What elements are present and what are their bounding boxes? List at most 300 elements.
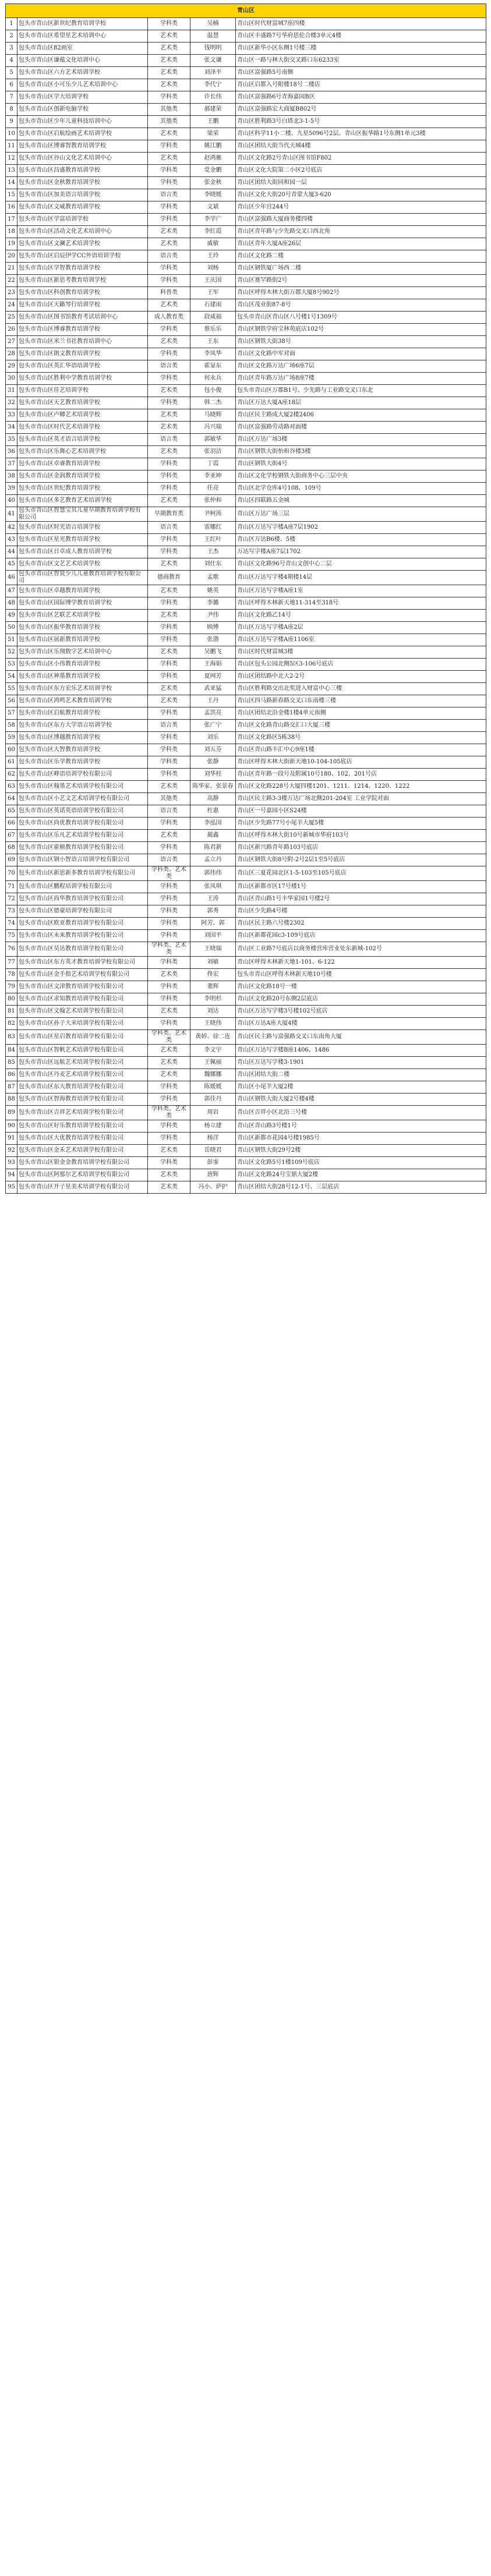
cell-number: 52 xyxy=(6,646,17,659)
cell-category: 学科类 xyxy=(148,893,190,905)
table-row xyxy=(6,470,486,483)
cell-institution-name: 包头市青山区博越教育培训学校 xyxy=(17,732,148,744)
cell-number: 34 xyxy=(6,422,17,434)
cell-contact-person: 孟洪亮 xyxy=(190,707,236,720)
cell-category: 学科类 xyxy=(148,275,190,287)
cell-number: 67 xyxy=(6,830,17,842)
institution-table xyxy=(5,3,486,1194)
cell-address: 青山区万达写字楼A座1106室 xyxy=(236,634,486,646)
cell-category: 艺术类 xyxy=(148,585,190,597)
table-row xyxy=(6,153,486,165)
cell-category: 学科类 xyxy=(148,622,190,634)
cell-category: 学科类 xyxy=(148,671,190,683)
cell-address: 青山区新兴路青年路103号底店 xyxy=(236,842,486,854)
cell-category: 德商教育 xyxy=(148,571,190,585)
cell-category: 学科类 xyxy=(148,397,190,409)
cell-address: 青山区富强路劳动路对面楼 xyxy=(236,422,486,434)
cell-address: 青山区钢铁大街29号2楼 xyxy=(236,1145,486,1157)
cell-contact-person: 王鹏 xyxy=(190,116,236,128)
cell-number: 85 xyxy=(6,1057,17,1069)
cell-category: 学科类 xyxy=(148,769,190,781)
table-row xyxy=(6,805,486,818)
cell-number: 53 xyxy=(6,659,17,671)
cell-address: 青山区青年大厦A座26层 xyxy=(236,238,486,250)
cell-contact-person: 周岩 xyxy=(190,1106,236,1120)
cell-institution-name: 包头市青山区卓越教育培训学校 xyxy=(17,585,148,597)
cell-address: 青山区富强路6号青海嘉园B区 xyxy=(236,91,486,104)
cell-institution-name: 包头市青山区启航教育培训学校 xyxy=(17,707,148,720)
cell-category: 学科类 xyxy=(148,732,190,744)
cell-contact-person: 钱明明 xyxy=(190,43,236,55)
table-row xyxy=(6,312,486,324)
table-row xyxy=(6,610,486,622)
cell-number: 58 xyxy=(6,720,17,732)
cell-category: 学科类 xyxy=(148,744,190,756)
table-row xyxy=(6,336,486,348)
cell-address: 青山区北学仓库4号108、109号 xyxy=(236,483,486,495)
cell-institution-name: 包头市青山区谷山文化艺术培训中心 xyxy=(17,153,148,165)
cell-number: 39 xyxy=(6,483,17,495)
cell-institution-name: 包头市青山区文翰艺术培训学校有限公司 xyxy=(17,1006,148,1018)
cell-address: 青山区富强路宏大商厦B802号 xyxy=(236,104,486,116)
cell-category: 学科类 xyxy=(148,1133,190,1145)
cell-contact-person: 孟立丹 xyxy=(190,854,236,866)
cell-number: 24 xyxy=(6,299,17,312)
cell-number: 15 xyxy=(6,189,17,201)
cell-institution-name: 包头市青山区文威教育培训学校 xyxy=(17,201,148,214)
cell-contact-person: 刘国平 xyxy=(190,930,236,942)
table-row xyxy=(6,201,486,214)
cell-address: 青山区三夏花园北区1-5-103至105号底店 xyxy=(236,866,486,881)
table-row xyxy=(6,507,486,522)
table-row xyxy=(6,981,486,993)
cell-address: 青山区钢铁学府宝林苑底店102号 xyxy=(236,324,486,336)
table-row xyxy=(6,128,486,140)
table-row xyxy=(6,1094,486,1106)
cell-category: 学科类 xyxy=(148,324,190,336)
cell-contact-person: 杜惠 xyxy=(190,805,236,818)
cell-address: 青山区团结大街二楼 xyxy=(236,1069,486,1081)
cell-number: 71 xyxy=(6,881,17,893)
table-row xyxy=(6,522,486,534)
cell-institution-name: 包头市青山区活动文化艺术培训中心 xyxy=(17,226,148,238)
cell-address: 青山区文化路万达广场6座7层 xyxy=(236,360,486,373)
cell-address: 青山区文化路二楼 xyxy=(236,250,486,263)
cell-number: 93 xyxy=(6,1157,17,1169)
cell-number: 37 xyxy=(6,458,17,470)
cell-contact-person: 唐辉 xyxy=(190,1169,236,1181)
cell-number: 48 xyxy=(6,597,17,610)
cell-address: 青山区一路与林大街交叉路口东6233室 xyxy=(236,55,486,67)
cell-institution-name: 包头市青山区文津教育培训学校有限公司 xyxy=(17,981,148,993)
cell-address: 包头市青山区万郡B1号、少先路与工业路交叉口东北 xyxy=(236,385,486,397)
cell-category: 学科类 xyxy=(148,91,190,104)
cell-address: 青山区万达A座大厦4楼 xyxy=(236,1018,486,1030)
cell-number: 23 xyxy=(6,287,17,299)
cell-contact-person: 郝建荣 xyxy=(190,104,236,116)
cell-number: 66 xyxy=(6,818,17,830)
table-row xyxy=(6,140,486,153)
table-row xyxy=(6,695,486,707)
table-row xyxy=(6,483,486,495)
cell-institution-name: 包头市青山区东方大学语言培训学校 xyxy=(17,720,148,732)
cell-number: 33 xyxy=(6,409,17,422)
table-row xyxy=(6,91,486,104)
cell-address: 青山区文化路20号东侧2层底店 xyxy=(236,993,486,1006)
cell-contact-person: 许长伟 xyxy=(190,91,236,104)
table-row xyxy=(6,930,486,942)
cell-contact-person: 张金秋 xyxy=(190,177,236,189)
table-row xyxy=(6,177,486,189)
cell-institution-name: 包头市青山区时代艺术培训学校 xyxy=(17,422,148,434)
table-row xyxy=(6,189,486,201)
cell-category: 学科类 xyxy=(148,348,190,360)
cell-number: 72 xyxy=(6,893,17,905)
cell-category: 语言类 xyxy=(148,720,190,732)
table-row xyxy=(6,720,486,732)
table-row xyxy=(6,385,486,397)
table-row xyxy=(6,263,486,275)
cell-number: 55 xyxy=(6,683,17,695)
cell-category: 学科类 xyxy=(148,165,190,177)
cell-address: 青山区呼得木林大街10号新城市华府103号 xyxy=(236,830,486,842)
cell-number: 2 xyxy=(6,30,17,43)
cell-category: 学科类 xyxy=(148,483,190,495)
cell-category: 艺术类 xyxy=(148,1045,190,1057)
cell-number: 17 xyxy=(6,214,17,226)
cell-address: 青山区富强路5号南侧 xyxy=(236,67,486,79)
cell-contact-person: 何永兵 xyxy=(190,373,236,385)
cell-number: 12 xyxy=(6,153,17,165)
cell-address: 青山区青山路1号丰华家园1号楼2号 xyxy=(236,893,486,905)
cell-institution-name: 包头市青山区鸿鸣艺术教育培训学校 xyxy=(17,695,148,707)
cell-institution-name: 包头市青山区天籁琴行培训学校 xyxy=(17,299,148,312)
cell-address: 青山区万达写字楼B座1406、1486 xyxy=(236,1045,486,1057)
cell-contact-person: 丁霞 xyxy=(190,458,236,470)
cell-address: 青山区文化路乙14号 xyxy=(236,610,486,622)
cell-institution-name: 包头市青山区国际博学教育培训学校 xyxy=(17,597,148,610)
cell-contact-person: 韩二杰 xyxy=(190,397,236,409)
cell-number: 60 xyxy=(6,744,17,756)
cell-institution-name: 包头市青山区丹麦艺术培训学校有限公司 xyxy=(17,1069,148,1081)
cell-category: 学科类 xyxy=(148,1094,190,1106)
cell-address: 青山区新都市区17号楼1号 xyxy=(236,881,486,893)
cell-address: 青山区钢铁厦广场西二楼 xyxy=(236,263,486,275)
cell-category: 艺术类 xyxy=(148,558,190,571)
cell-number: 56 xyxy=(6,695,17,707)
cell-institution-name: 包头市青山区峰语培训学校有限公司 xyxy=(17,769,148,781)
cell-institution-name: 包头市青山区星光教育培训学校 xyxy=(17,534,148,546)
cell-contact-person: 王海娟 xyxy=(190,659,236,671)
table-row xyxy=(6,1030,486,1045)
cell-contact-person: 郭佳丹 xyxy=(190,1094,236,1106)
cell-category: 学科类 xyxy=(148,458,190,470)
cell-number: 73 xyxy=(6,905,17,918)
cell-number: 38 xyxy=(6,470,17,483)
cell-number: 32 xyxy=(6,397,17,409)
cell-number: 80 xyxy=(6,993,17,1006)
cell-number: 63 xyxy=(6,781,17,793)
cell-address: 青山区时代财富城3楼 xyxy=(236,646,486,659)
cell-category: 学科类 xyxy=(148,177,190,189)
table-row xyxy=(6,546,486,558)
cell-category: 艺术类 xyxy=(148,67,190,79)
cell-contact-person: 王丹 xyxy=(190,695,236,707)
cell-institution-name: 包头市青山区翰墨艺术培训学校有限公司 xyxy=(17,781,148,793)
cell-address: 青山区万达写字楼3号楼102号底店 xyxy=(236,1006,486,1018)
cell-address: 青山区万达写字楼3-1901 xyxy=(236,1057,486,1069)
table-row xyxy=(6,744,486,756)
table-row xyxy=(6,226,486,238)
cell-category: 语言类 xyxy=(148,360,190,373)
cell-number: 76 xyxy=(6,942,17,957)
cell-number: 3 xyxy=(6,43,17,55)
cell-category: 学科类、艺术类 xyxy=(148,942,190,957)
cell-contact-person: 蔡乐乐 xyxy=(190,324,236,336)
cell-contact-person: 任亮 xyxy=(190,483,236,495)
table-row xyxy=(6,793,486,805)
cell-institution-name: 包头市青山区好乐教育培训学校有限公司 xyxy=(17,1120,148,1133)
cell-number: 6 xyxy=(6,79,17,91)
cell-institution-name: 包头市青山区鹏程培训学校有限公司 xyxy=(17,881,148,893)
table-row xyxy=(6,55,486,67)
cell-address: 青山区团结大街28号12-1号、三层底店 xyxy=(236,1181,486,1194)
cell-institution-name: 包头市青山区求知教育培训学校有限公司 xyxy=(17,993,148,1006)
cell-number: 43 xyxy=(6,534,17,546)
cell-address: 青山区小尾羊大厦2楼 xyxy=(236,1081,486,1094)
cell-institution-name: 包头市青山区智贤少儿儿童教育培训学校有限公司 xyxy=(17,571,148,585)
cell-institution-name: 包头市青山区智慧宝贝儿童早期教育培训学校有限公司 xyxy=(17,507,148,522)
cell-number: 22 xyxy=(6,275,17,287)
table-row xyxy=(6,67,486,79)
cell-address: 青山区吉祥小区北沿三号楼 xyxy=(236,1106,486,1120)
cell-institution-name: 包头市青山区82画室 xyxy=(17,43,148,55)
cell-contact-person: 郭伟伟 xyxy=(190,866,236,881)
cell-contact-person: 王东 xyxy=(190,336,236,348)
cell-contact-person: 党金鹏 xyxy=(190,165,236,177)
cell-contact-person: 杨洋 xyxy=(190,1133,236,1145)
cell-category: 艺术类 xyxy=(148,1181,190,1194)
cell-contact-person: 武亚猛 xyxy=(190,683,236,695)
cell-number: 36 xyxy=(6,446,17,458)
cell-contact-person: 冯小、萨护 xyxy=(190,1181,236,1194)
cell-category: 艺术类 xyxy=(148,1169,190,1181)
cell-number: 59 xyxy=(6,732,17,744)
cell-institution-name: 包头市青山区英汇华语培训学校 xyxy=(17,360,148,373)
cell-number: 16 xyxy=(6,201,17,214)
cell-address: 青山区青山路丰汇中心9座1楼 xyxy=(236,744,486,756)
cell-number: 75 xyxy=(6,930,17,942)
cell-address: 包头市青山区青山区八号楼1号1309号 xyxy=(236,312,486,324)
cell-number: 94 xyxy=(6,1169,17,1181)
cell-contact-person: 张凤琪 xyxy=(190,881,236,893)
table-row xyxy=(6,1120,486,1133)
cell-institution-name: 包头市青山区乐舞心艺术培训学校 xyxy=(17,446,148,458)
cell-category: 艺术类 xyxy=(148,695,190,707)
table-row xyxy=(6,830,486,842)
cell-category: 艺术类 xyxy=(148,153,190,165)
cell-institution-name: 包头市青山区新思新多教育培训学校有限公司 xyxy=(17,866,148,881)
cell-institution-name: 包头市青山区艺联艺术培训学校 xyxy=(17,610,148,622)
table-row xyxy=(6,842,486,854)
table-row xyxy=(6,409,486,422)
cell-contact-person: 张文谦 xyxy=(190,55,236,67)
table-row xyxy=(6,214,486,226)
cell-number: 9 xyxy=(6,116,17,128)
cell-contact-person: 王军 xyxy=(190,287,236,299)
cell-institution-name: 包头市青山区远航艺术培训学校有限公司 xyxy=(17,1057,148,1069)
cell-number: 20 xyxy=(6,250,17,263)
cell-address: 青山区新华小区东侧1号楼三楼 xyxy=(236,43,486,55)
table-row xyxy=(6,104,486,116)
cell-category: 学科类 xyxy=(148,881,190,893)
cell-contact-person: 王佩丽 xyxy=(190,1057,236,1069)
cell-category: 语言类 xyxy=(148,250,190,263)
cell-number: 64 xyxy=(6,793,17,805)
cell-category: 艺术类 xyxy=(148,1006,190,1018)
cell-number: 78 xyxy=(6,969,17,981)
table-row xyxy=(6,571,486,585)
cell-contact-person: 文斌 xyxy=(190,201,236,214)
cell-number: 50 xyxy=(6,622,17,634)
cell-institution-name: 包头市青山区大智教育培训学校 xyxy=(17,744,148,756)
cell-contact-person: 李红霞 xyxy=(190,226,236,238)
cell-address: 青山区文化路5号1楼109号底店 xyxy=(236,1157,486,1169)
cell-institution-name: 包头市青山区乐学教育培训学校 xyxy=(17,756,148,769)
table-row xyxy=(6,165,486,177)
cell-contact-person: 刘杨 xyxy=(190,263,236,275)
cell-category: 艺术类 xyxy=(148,299,190,312)
cell-number: 14 xyxy=(6,177,17,189)
cell-number: 5 xyxy=(6,67,17,79)
cell-address: 青山区科学11小二楼、九星5096号2层、青山区振华路1号东侧1单元3楼 xyxy=(236,128,486,140)
cell-address: 青山区启都入号附楼18号二楼店 xyxy=(236,79,486,91)
cell-category: 其他类 xyxy=(148,793,190,805)
cell-contact-person: 张仲和 xyxy=(190,495,236,507)
cell-institution-name: 包头市青山区日卓成人教育培训学校 xyxy=(17,546,148,558)
cell-number: 84 xyxy=(6,1045,17,1057)
cell-contact-person: 戚敏 xyxy=(190,238,236,250)
cell-address: 青山区文化大街20号青蒙大厦3-620 xyxy=(236,189,486,201)
cell-category: 学科类 xyxy=(148,905,190,918)
cell-institution-name: 包头市青山区启辰伊学CC外语培训学校 xyxy=(17,250,148,263)
cell-institution-name: 包头市青山区智海教育培训学校有限公司 xyxy=(17,1094,148,1106)
table-row xyxy=(6,534,486,546)
cell-address: 青山区钢铁大街8号附-2号2层1至5号底店 xyxy=(236,854,486,866)
cell-contact-person: 郭敏华 xyxy=(190,434,236,446)
cell-category: 其他类 xyxy=(148,116,190,128)
cell-contact-person: 阿芳、郭 xyxy=(190,918,236,930)
cell-address: 青山区文化路24号宝鼎大厦2楼 xyxy=(236,1169,486,1181)
cell-institution-name: 包头市青山区天艺教育培训学校 xyxy=(17,397,148,409)
cell-category: 艺术类 xyxy=(148,1145,190,1157)
cell-category: 语言类 xyxy=(148,434,190,446)
cell-institution-name: 包头市青山区乐翔数字艺术培训中心 xyxy=(17,646,148,659)
cell-contact-person: 刘敏 xyxy=(190,957,236,969)
cell-category: 学科类 xyxy=(148,263,190,275)
cell-number: 79 xyxy=(6,981,17,993)
cell-contact-person: 刘达 xyxy=(190,1006,236,1018)
cell-contact-person: 温慧 xyxy=(190,30,236,43)
cell-number: 62 xyxy=(6,769,17,781)
cell-institution-name: 包头市青山区神墨教育培训学校 xyxy=(17,671,148,683)
cell-contact-person: 吴鹏飞 xyxy=(190,646,236,659)
cell-contact-person: 李学广 xyxy=(190,214,236,226)
cell-institution-name: 包头市青山区金秋教育培训学校 xyxy=(17,177,148,189)
cell-address: 青山区新都市花园4号楼1985号 xyxy=(236,1133,486,1145)
title-row xyxy=(6,4,486,18)
cell-address: 青山区青年路与少先路交叉口西北角 xyxy=(236,226,486,238)
cell-number: 44 xyxy=(6,546,17,558)
table-row xyxy=(6,671,486,683)
cell-institution-name: 包头市青山区加美语言培训学校 xyxy=(17,189,148,201)
cell-contact-person: 郭秀 xyxy=(190,905,236,918)
cell-institution-name: 包头市青山区昌盛教育培训学校 xyxy=(17,165,148,177)
cell-address: 青山区钢铁大街38号 xyxy=(236,336,486,348)
cell-number: 21 xyxy=(6,263,17,275)
cell-category: 学科类、艺术类 xyxy=(148,1106,190,1120)
cell-address: 青山区呼得木林新天地1-101、6-122 xyxy=(236,957,486,969)
cell-address: 青山区包头公园北侧5区3-106号底店 xyxy=(236,659,486,671)
table-row xyxy=(6,634,486,646)
table-row xyxy=(6,993,486,1006)
cell-number: 69 xyxy=(6,854,17,866)
cell-category: 艺术类 xyxy=(148,55,190,67)
cell-category: 学科类 xyxy=(148,707,190,720)
cell-number: 70 xyxy=(6,866,17,881)
cell-address: 青山区民主路与富强路交叉口东南角大厦 xyxy=(236,1030,486,1045)
cell-number: 30 xyxy=(6,373,17,385)
cell-institution-name: 包头市青山区希望星艺术培训中心 xyxy=(17,30,148,43)
cell-address: 青山区团结路中北大2-2号 xyxy=(236,671,486,683)
cell-institution-name: 包头市青山区英才语言培训学校 xyxy=(17,434,148,446)
cell-contact-person: 李晓媛 xyxy=(190,189,236,201)
cell-address: 青山区四马路新春路交叉口东南楼三楼 xyxy=(236,695,486,707)
table-row xyxy=(6,1106,486,1120)
cell-contact-person: 段咸福 xyxy=(190,312,236,324)
cell-number: 28 xyxy=(6,348,17,360)
cell-category: 艺术类 xyxy=(148,409,190,422)
cell-category: 艺术类 xyxy=(148,781,190,793)
cell-category: 学科类 xyxy=(148,140,190,153)
cell-institution-name: 包头市青山区智帆艺术培训学校有限公司 xyxy=(17,1045,148,1057)
cell-contact-person: 石建雨 xyxy=(190,299,236,312)
table-row xyxy=(6,1145,486,1157)
cell-contact-person: 刘仕东 xyxy=(190,558,236,571)
table-row xyxy=(6,1069,486,1081)
cell-number: 7 xyxy=(6,91,17,104)
cell-contact-person: 高静 xyxy=(190,793,236,805)
table-row xyxy=(6,422,486,434)
cell-address: 青山区万达广场三层 xyxy=(236,507,486,522)
cell-contact-person: 彭霏 xyxy=(190,1157,236,1169)
cell-address: 青山区文化路18号一楼 xyxy=(236,981,486,993)
table-row xyxy=(6,1045,486,1057)
cell-institution-name: 包头市青山区东方宏乐艺术培训学校 xyxy=(17,683,148,695)
cell-address: 青山区民主路六号楼2302 xyxy=(236,918,486,930)
cell-category: 学科类、艺术类 xyxy=(148,866,190,881)
table-row xyxy=(6,732,486,744)
table-row xyxy=(6,1157,486,1169)
cell-contact-person: 王玲 xyxy=(190,250,236,263)
table-row xyxy=(6,116,486,128)
cell-contact-person: 李代宁 xyxy=(190,79,236,91)
cell-institution-name: 包头市青山区乐凡艺术培训学校有限公司 xyxy=(17,830,148,842)
cell-contact-person: 王庆国 xyxy=(190,275,236,287)
cell-contact-person: 刘乐 xyxy=(190,732,236,744)
cell-address: 青山区少先路4号楼 xyxy=(236,905,486,918)
cell-institution-name: 包头市青山区新世纪教育培训学校 xyxy=(17,18,148,30)
